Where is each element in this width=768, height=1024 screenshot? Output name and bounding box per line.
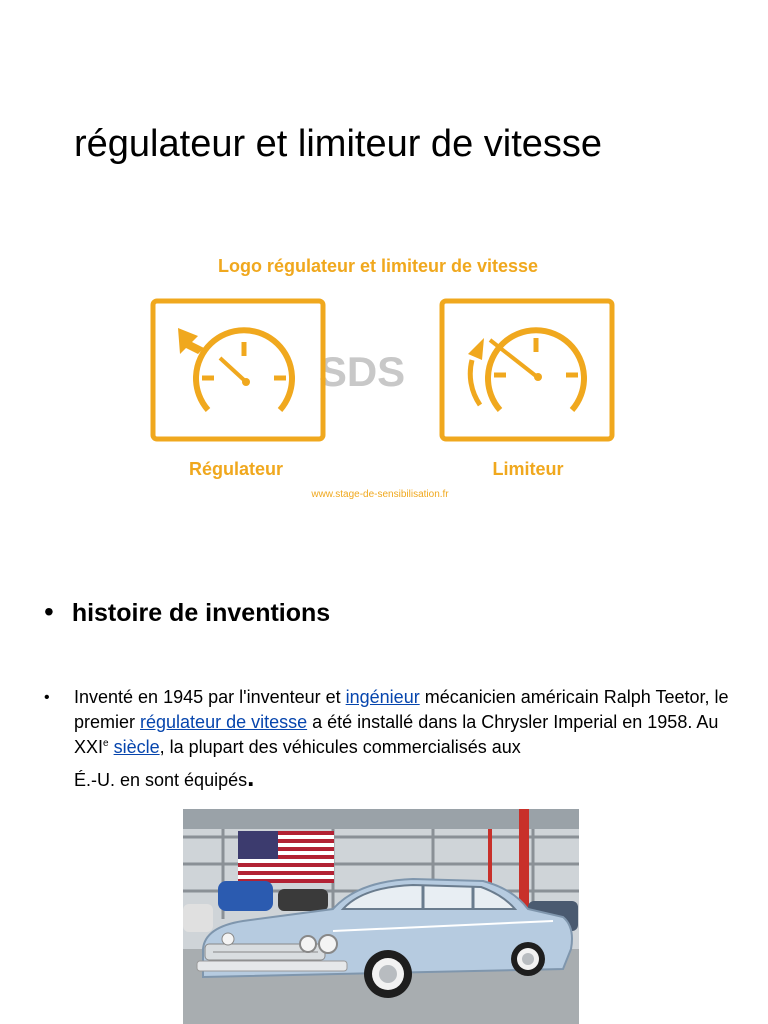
bullet-heading-text: histoire de inventions bbox=[71, 599, 331, 627]
bullet-heading bbox=[44, 596, 330, 628]
text-run: Inventé en 1945 par l'inventeur et bbox=[74, 687, 346, 707]
logo-heading: Logo régulateur et limiteur de vitesse bbox=[217, 256, 539, 276]
us-flag-icon bbox=[238, 831, 334, 883]
bullet-marker: • bbox=[44, 689, 50, 706]
limiteur-label: Limiteur bbox=[492, 459, 564, 479]
text-run: mécanicien américain Ralph Teetor, le premier bbox=[74, 687, 729, 732]
sds-watermark: SDS bbox=[318, 348, 406, 395]
period: . bbox=[247, 762, 255, 792]
speed-limiter-icon bbox=[442, 301, 612, 439]
bullet-paragraph bbox=[44, 685, 734, 793]
link-regulateur-de-vitesse[interactable]: régulateur de vitesse bbox=[140, 712, 308, 732]
text-run: , la plupart des véhicules commercialisés aux bbox=[159, 737, 521, 757]
paragraph-text bbox=[74, 685, 734, 793]
source-url: www.stage-de-sensibilisation.fr bbox=[311, 489, 449, 500]
superscript: e bbox=[103, 738, 109, 749]
last-line bbox=[74, 762, 734, 793]
slide-title: régulateur et limiteur de vitesse bbox=[74, 123, 603, 165]
cruise-control-logo-image bbox=[150, 250, 620, 510]
bullet-marker: • bbox=[44, 596, 54, 627]
text-run: É.-U. en sont équipés bbox=[74, 770, 248, 790]
regulateur-label: Régulateur bbox=[188, 459, 284, 479]
link-siecle[interactable]: siècle bbox=[113, 737, 160, 757]
chrysler-imperial-photo bbox=[183, 809, 579, 1024]
cruise-control-icon bbox=[153, 301, 323, 439]
link-ingenieur[interactable]: ingénieur bbox=[345, 687, 420, 707]
text-run: a été installé dans la Chrysler Imperial en 1958. Au XXI bbox=[74, 712, 719, 757]
